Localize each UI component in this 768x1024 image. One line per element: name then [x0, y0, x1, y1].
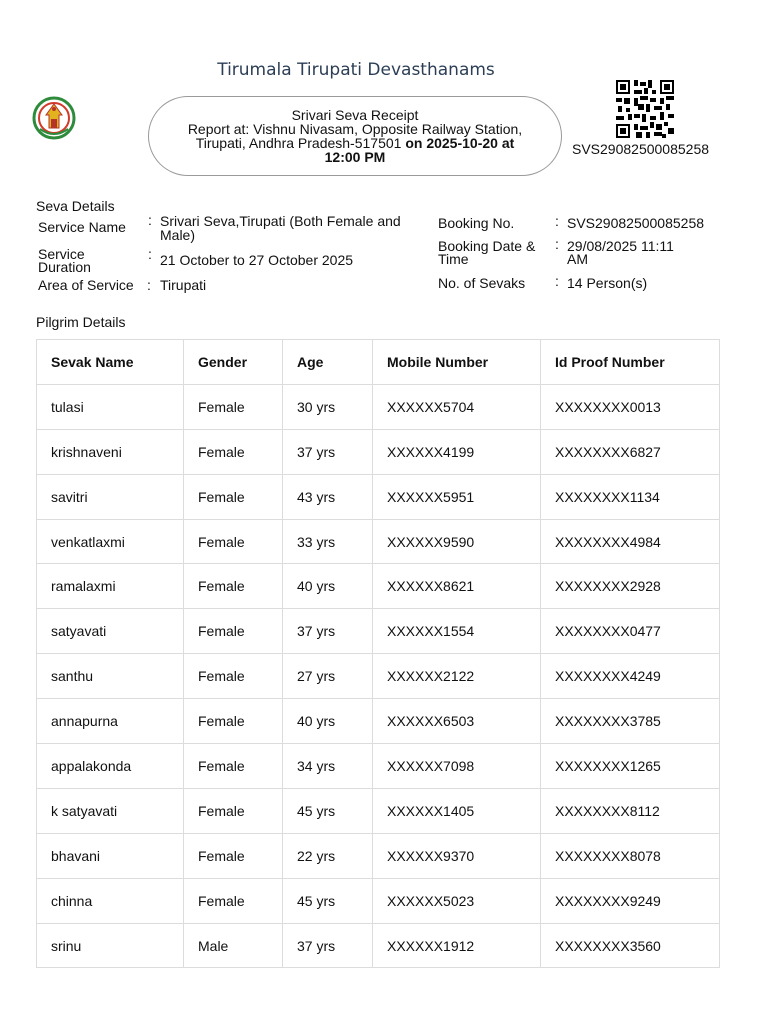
- service-name-row: [38, 214, 438, 244]
- age-cell: 37 yrs: [283, 429, 373, 474]
- sevak-name-cell: krishnaveni: [37, 429, 184, 474]
- column-header-gender: Gender: [184, 340, 283, 385]
- sevak-name-cell: chinna: [37, 878, 184, 923]
- id-proof-number-cell: XXXXXXXX6827: [541, 429, 720, 474]
- sevak-name-cell: annapurna: [37, 699, 184, 744]
- qr-booking-id: SVS29082500085258: [572, 141, 710, 157]
- id-proof-number-cell: XXXXXXXX3560: [541, 923, 720, 968]
- mobile-number-cell: XXXXXX5951: [373, 474, 541, 519]
- report-time: 12:00 PM: [324, 149, 386, 165]
- colon: :: [555, 273, 559, 289]
- gender-cell: Male: [184, 923, 283, 968]
- table-header-row: [37, 340, 720, 385]
- service-name-value-line2: Male): [160, 227, 196, 243]
- gender-cell: Female: [184, 384, 283, 429]
- booking-date-value-line1: 29/08/2025 11:11: [567, 238, 674, 254]
- area-of-service-row: [38, 279, 438, 295]
- report-location-line1: Report at: Vishnu Nivasam, Opposite Railway Station,: [187, 121, 523, 137]
- mobile-number-cell: XXXXXX8621: [373, 564, 541, 609]
- qr-code-icon: [616, 80, 674, 138]
- sevak-name-cell: srinu: [37, 923, 184, 968]
- service-name-label: Service Name: [38, 219, 126, 235]
- mobile-number-cell: XXXXXX5704: [373, 384, 541, 429]
- age-cell: 45 yrs: [283, 788, 373, 833]
- gender-cell: Female: [184, 744, 283, 789]
- sevak-name-cell: appalakonda: [37, 744, 184, 789]
- age-cell: 33 yrs: [283, 519, 373, 564]
- column-header-age: Age: [283, 340, 373, 385]
- booking-no-row: [438, 213, 728, 232]
- sevak-name-cell: ramalaxmi: [37, 564, 184, 609]
- sevak-name-cell: venkatlaxmi: [37, 519, 184, 564]
- booking-date-label-line1: Booking Date &: [438, 238, 536, 254]
- booking-date-label-line2: Time: [438, 251, 469, 267]
- booking-date-row: [438, 236, 728, 268]
- table-row: [37, 519, 720, 564]
- sevak-name-cell: tulasi: [37, 384, 184, 429]
- age-cell: 43 yrs: [283, 474, 373, 519]
- column-header-mobile-number: Mobile Number: [373, 340, 541, 385]
- gender-cell: Female: [184, 429, 283, 474]
- area-of-service-value: Tirupati: [160, 277, 207, 293]
- gender-cell: Female: [184, 609, 283, 654]
- no-of-sevaks-value: 14 Person(s): [567, 275, 648, 291]
- table-row: [37, 878, 720, 923]
- table-row: [37, 833, 720, 878]
- age-cell: 40 yrs: [283, 564, 373, 609]
- report-location-line2: [196, 136, 515, 150]
- receipt-title: Srivari Seva Receipt: [291, 107, 419, 123]
- gender-cell: Female: [184, 654, 283, 699]
- sevak-name-cell: satyavati: [37, 609, 184, 654]
- age-cell: 22 yrs: [283, 833, 373, 878]
- report-address: Tirupati, Andhra Pradesh-517501: [195, 135, 402, 151]
- booking-date-value-line2: AM: [567, 251, 588, 267]
- id-proof-number-cell: XXXXXXXX4984: [541, 519, 720, 564]
- id-proof-number-cell: XXXXXXXX2928: [541, 564, 720, 609]
- table-row: [37, 384, 720, 429]
- mobile-number-cell: XXXXXX4199: [373, 429, 541, 474]
- sevak-name-cell: bhavani: [37, 833, 184, 878]
- gender-cell: Female: [184, 699, 283, 744]
- service-duration-value: 21 October to 27 October 2025: [160, 252, 354, 268]
- booking-no-label: Booking No.: [438, 215, 515, 231]
- sevak-name-cell: santhu: [37, 654, 184, 699]
- receipt-banner: [148, 96, 562, 176]
- seva-details-heading: Seva Details: [36, 198, 115, 214]
- age-cell: 37 yrs: [283, 923, 373, 968]
- age-cell: 34 yrs: [283, 744, 373, 789]
- id-proof-number-cell: XXXXXXXX0013: [541, 384, 720, 429]
- table-row: [37, 788, 720, 833]
- id-proof-number-cell: XXXXXXXX1265: [541, 744, 720, 789]
- gender-cell: Female: [184, 878, 283, 923]
- age-cell: 45 yrs: [283, 878, 373, 923]
- gender-cell: Female: [184, 833, 283, 878]
- colon: :: [147, 277, 151, 293]
- table-row: [37, 609, 720, 654]
- id-proof-number-cell: XXXXXXXX1134: [541, 474, 720, 519]
- id-proof-number-cell: XXXXXXXX8112: [541, 788, 720, 833]
- service-duration-label-line2: Duration: [38, 259, 91, 275]
- colon: :: [148, 246, 152, 262]
- mobile-number-cell: XXXXXX1405: [373, 788, 541, 833]
- mobile-number-cell: XXXXXX1912: [373, 923, 541, 968]
- no-of-sevaks-row: [438, 273, 728, 293]
- table-row: [37, 744, 720, 789]
- sevak-name-cell: savitri: [37, 474, 184, 519]
- colon: :: [148, 212, 152, 228]
- mobile-number-cell: XXXXXX5023: [373, 878, 541, 923]
- table-row: [37, 429, 720, 474]
- age-cell: 37 yrs: [283, 609, 373, 654]
- pilgrim-table: [36, 339, 720, 968]
- mobile-number-cell: XXXXXX9370: [373, 833, 541, 878]
- service-duration-label-line1: Service: [38, 246, 85, 262]
- id-proof-number-cell: XXXXXXXX3785: [541, 699, 720, 744]
- org-title: Tirumala Tirupati Devasthanams: [217, 60, 495, 80]
- colon: :: [555, 236, 559, 252]
- id-proof-number-cell: XXXXXXXX9249: [541, 878, 720, 923]
- id-proof-number-cell: XXXXXXXX4249: [541, 654, 720, 699]
- gender-cell: Female: [184, 474, 283, 519]
- age-cell: 40 yrs: [283, 699, 373, 744]
- table-row: [37, 564, 720, 609]
- age-cell: 30 yrs: [283, 384, 373, 429]
- mobile-number-cell: XXXXXX2122: [373, 654, 541, 699]
- booking-no-value: SVS29082500085258: [567, 215, 705, 231]
- column-header-sevak-name: Sevak Name: [37, 340, 184, 385]
- table-row: [37, 474, 720, 519]
- mobile-number-cell: XXXXXX7098: [373, 744, 541, 789]
- id-proof-number-cell: XXXXXXXX8078: [541, 833, 720, 878]
- column-header-id-proof-number: Id Proof Number: [541, 340, 720, 385]
- ttd-emblem-icon: [32, 95, 76, 141]
- colon: :: [555, 213, 559, 229]
- gender-cell: Female: [184, 519, 283, 564]
- mobile-number-cell: XXXXXX9590: [373, 519, 541, 564]
- id-proof-number-cell: XXXXXXXX0477: [541, 609, 720, 654]
- table-row: [37, 654, 720, 699]
- pilgrim-details-heading: Pilgrim Details: [36, 314, 126, 330]
- service-name-value-line1: Srivari Seva,Tirupati (Both Female and: [160, 213, 401, 229]
- gender-cell: Female: [184, 564, 283, 609]
- table-row: [37, 923, 720, 968]
- service-duration-row: [38, 248, 438, 276]
- mobile-number-cell: XXXXXX6503: [373, 699, 541, 744]
- table-row: [37, 699, 720, 744]
- age-cell: 27 yrs: [283, 654, 373, 699]
- no-of-sevaks-label: No. of Sevaks: [438, 275, 526, 291]
- mobile-number-cell: XXXXXX1554: [373, 609, 541, 654]
- area-of-service-label: Area of Service: [38, 277, 134, 293]
- sevak-name-cell: k satyavati: [37, 788, 184, 833]
- gender-cell: Female: [184, 788, 283, 833]
- report-date: on 2025-10-20 at: [405, 135, 515, 151]
